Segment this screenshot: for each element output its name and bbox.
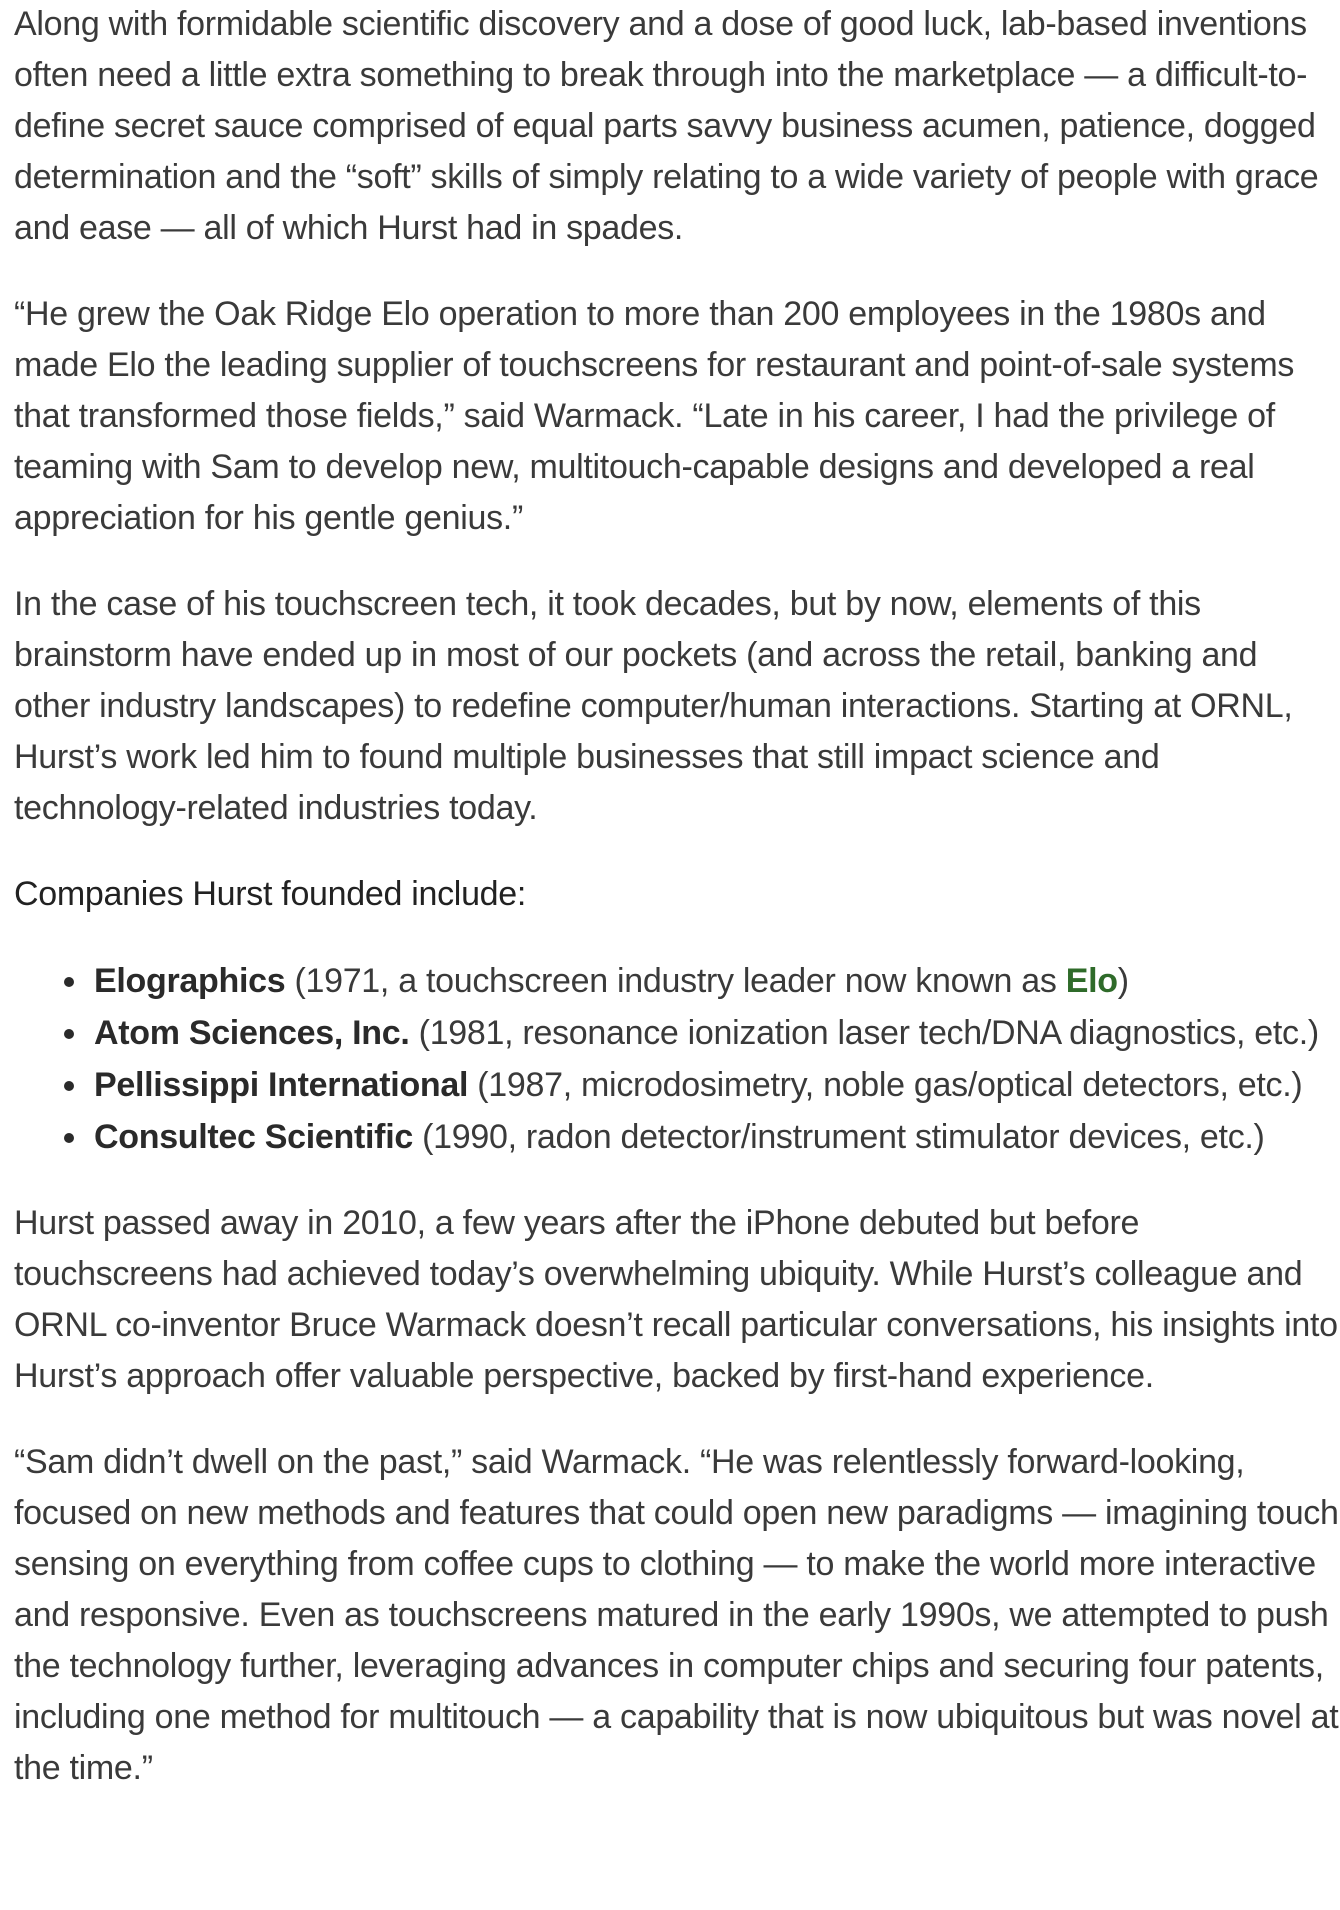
companies-heading-colon: : — [516, 875, 527, 913]
paragraph-warmack-quote-2: “Sam didn’t dwell on the past,” said Warmack. “He was relentlessly forward-looking, focused on new methods and features that could open new paradigms — imagining touch sensing on everything from coffee cups to clothing — to make the world more interactive and responsive. Even as touchscreens matured in the early 1990s, we attempted to push the technology further, leveraging advances in computer chips and securing four patents, including one method for multitouch — a capability that is now ubiquitous but was novel at the time.” — [14, 1443, 1339, 1787]
elo-link[interactable]: Elo — [1065, 962, 1118, 1000]
company-detail: (1971, a touchscreen industry leader now known as — [285, 962, 1066, 1000]
companies-list — [14, 955, 1340, 1163]
list-item — [94, 1007, 1340, 1059]
list-item — [94, 955, 1340, 1007]
company-detail-end: ) — [1117, 962, 1129, 1000]
paragraph-intro: Along with formidable scientific discovery and a dose of good luck, lab-based inventions often need a little extra something to break through into the marketplace — a difficult-to-define secret sauce comprised of equal parts savvy business acumen, patience, dogged determination and the “soft” skills of simply relating to a wide variety of people with grace and ease — all of which Hurst had in spades. — [14, 5, 1319, 247]
company-name: Consultec Scientific — [94, 1118, 413, 1156]
company-detail: (1981, resonance ionization laser tech/DNA diagnostics, etc.) — [409, 1014, 1319, 1052]
list-item — [94, 1111, 1340, 1163]
companies-heading-label: Companies Hurst founded include — [14, 875, 517, 913]
company-name: Pellissippi International — [94, 1066, 469, 1104]
company-name: Atom Sciences, Inc. — [94, 1014, 410, 1052]
company-detail: (1987, microdosimetry, noble gas/optical detectors, etc.) — [468, 1066, 1303, 1104]
paragraph-hurst-passing: Hurst passed away in 2010, a few years after the iPhone debuted but before touchscreens had achieved today’s overwhelming ubiquity. While Hurst’s colleague and ORNL co-inventor Bruce Warmack doesn’t recall particular conversations, his insights into Hurst’s approach offer valuable perspective, backed by first-hand experience. — [14, 1204, 1338, 1395]
company-name: Elographics — [94, 962, 286, 1000]
paragraph-warmack-quote-1: “He grew the Oak Ridge Elo operation to more than 200 employees in the 1980s and made Elo the leading supplier of touchscreens for restaurant and point-of-sale systems that transformed those fields,” said Warmack. “Late in his career, I had the privilege of teaming with Sam to develop new, multitouch-capable designs and developed a real appreciation for his gentle genius.” — [14, 295, 1295, 537]
companies-heading — [14, 869, 1340, 920]
list-item — [94, 1059, 1340, 1111]
company-detail: (1990, radon detector/instrument stimulator devices, etc.) — [412, 1118, 1265, 1156]
paragraph-touchscreen-history: In the case of his touchscreen tech, it took decades, but by now, elements of this brainstorm have ended up in most of our pockets (and across the retail, banking and other industry landscapes) to redefine computer/human interactions. Starting at ORNL, Hurst’s work led him to found multiple businesses that still impact science and technology-related industries today. — [14, 585, 1293, 827]
